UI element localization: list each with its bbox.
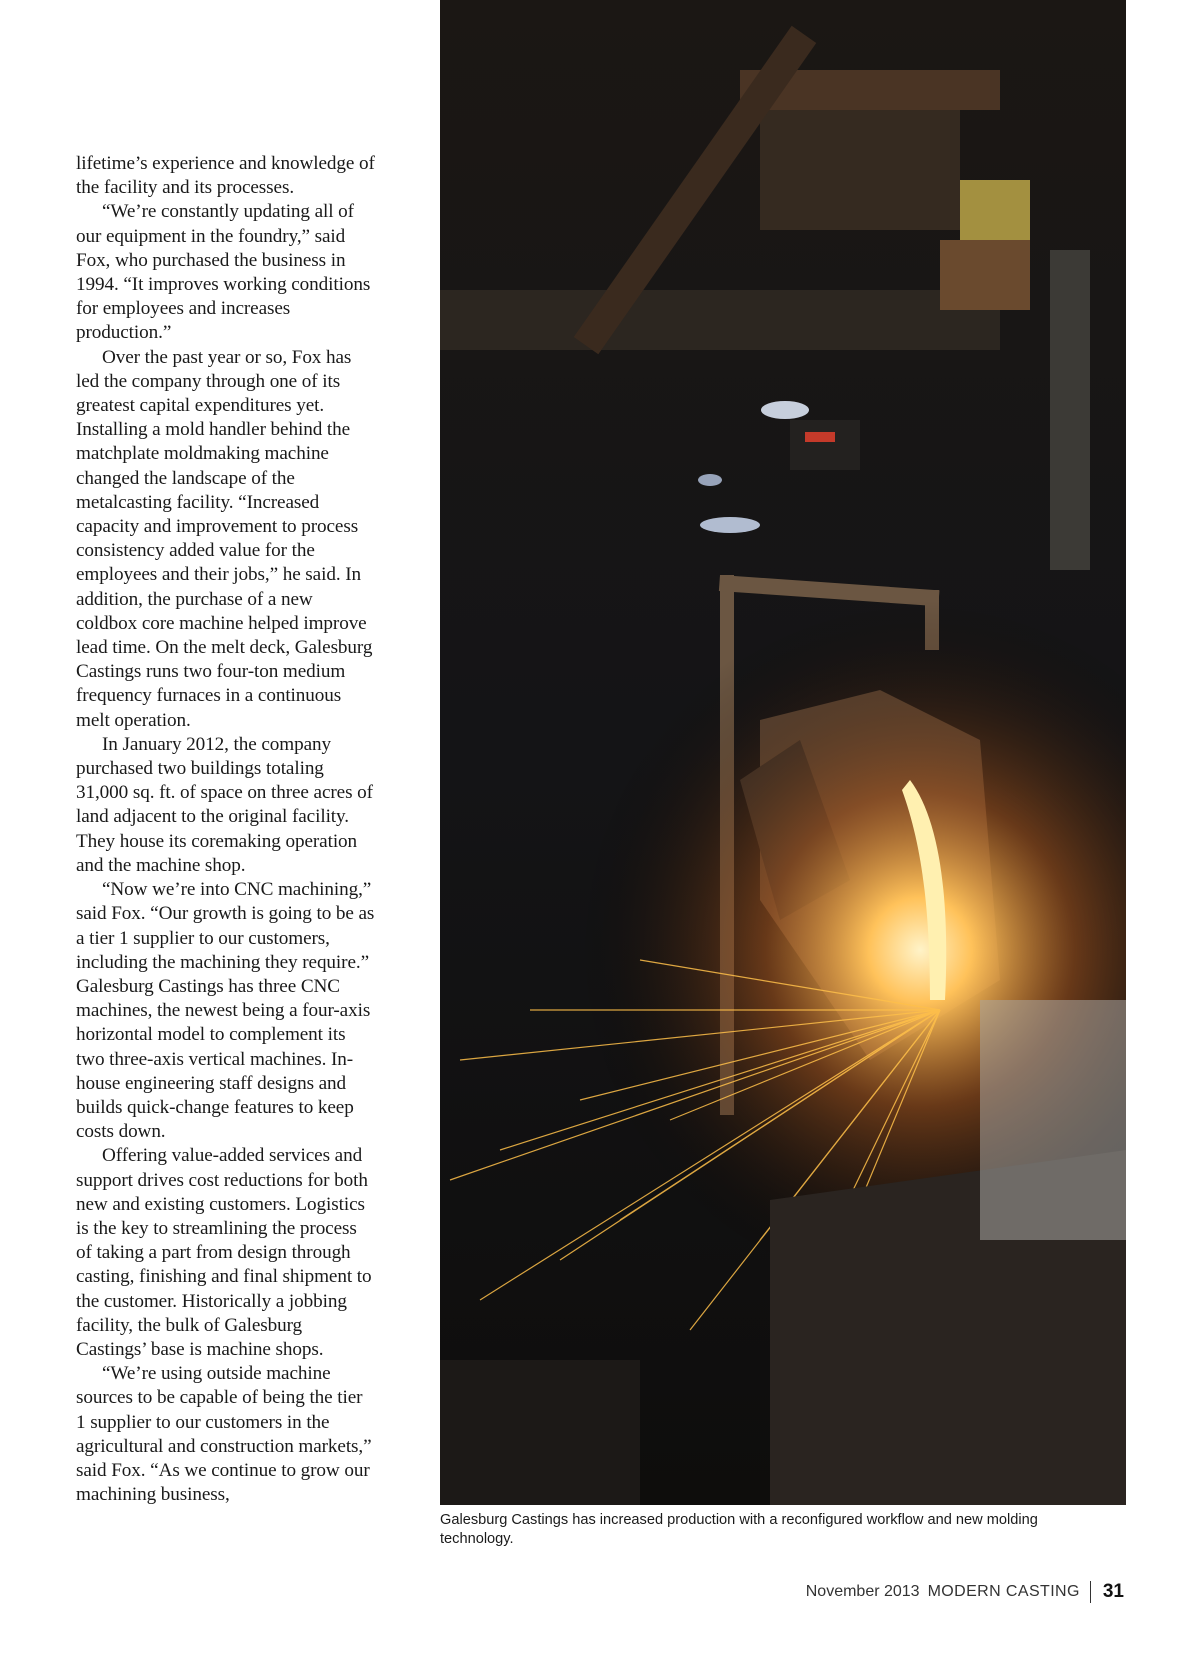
page-number: 31 [1102,1581,1124,1602]
paragraph: Over the past year or so, Fox has led the company through one of its greatest capital expenditures yet. Installing a mold handler behind the matchplate moldmaking machine changed the landscape of the metalcasting facility. “Increased capacity and improvement to process consistency added value for the employees and their jobs,” he said. In addition, the purchase of a new coldbox core machine helped improve lead time. On the melt deck, Galesburg Castings runs two four-ton medium frequency furnaces in a continuous melt operation. [76,346,373,731]
paragraph: Offering value-added services and support drives cost reductions for both new and existing customers. Logistics is the key to streamlining the process of taking a part from design through casting, finishing and final shipment to the customer. Historically a jobbing facility, the bulk of Galesburg Castings’ base is machine shops. [76,1145,372,1360]
magazine-name: MODERN CASTING [927,1583,1080,1600]
paragraph: In January 2012, the company purchased two buildings totaling 31,000 sq. ft. of space on three acres of land adjacent to the original facility. They house its coremaking operation and the machine shop. [76,733,373,876]
foundry-pour-photo [440,0,1126,1505]
article-body [76,152,376,1507]
foundry-photo-illustration [440,0,1126,1505]
page-footer [806,1580,1124,1604]
paragraph: lifetime’s experience and knowledge of the facility and its processes. [76,153,375,199]
paragraph: “Now we’re into CNC machining,” said Fox. “Our growth is going to be as a tier 1 supplier to our customers, including the machining they require.” Galesburg Castings has three CNC machines, the newest being a four-axis horizontal model to complement its two three-axis vertical machines. In-house engineering staff designs and builds quick-change features to keep costs down. [76,879,375,1143]
issue-date: November 2013 [805,1583,920,1600]
photo-caption: Galesburg Castings has increased production with a reconfigured workflow and new molding technology. [440,1512,1038,1547]
paragraph: “We’re constantly updating all of our equipment in the foundry,” said Fox, who purchased the business in 1994. “It improves working conditions for employees and increases production.” [76,201,371,344]
paragraph: “We’re using outside machine sources to be capable of being the tier 1 supplier to our customers in the agricultural and construction markets,” said Fox. “As we continue to grow our machining business, [76,1363,372,1506]
footer-divider [1090,1581,1091,1603]
